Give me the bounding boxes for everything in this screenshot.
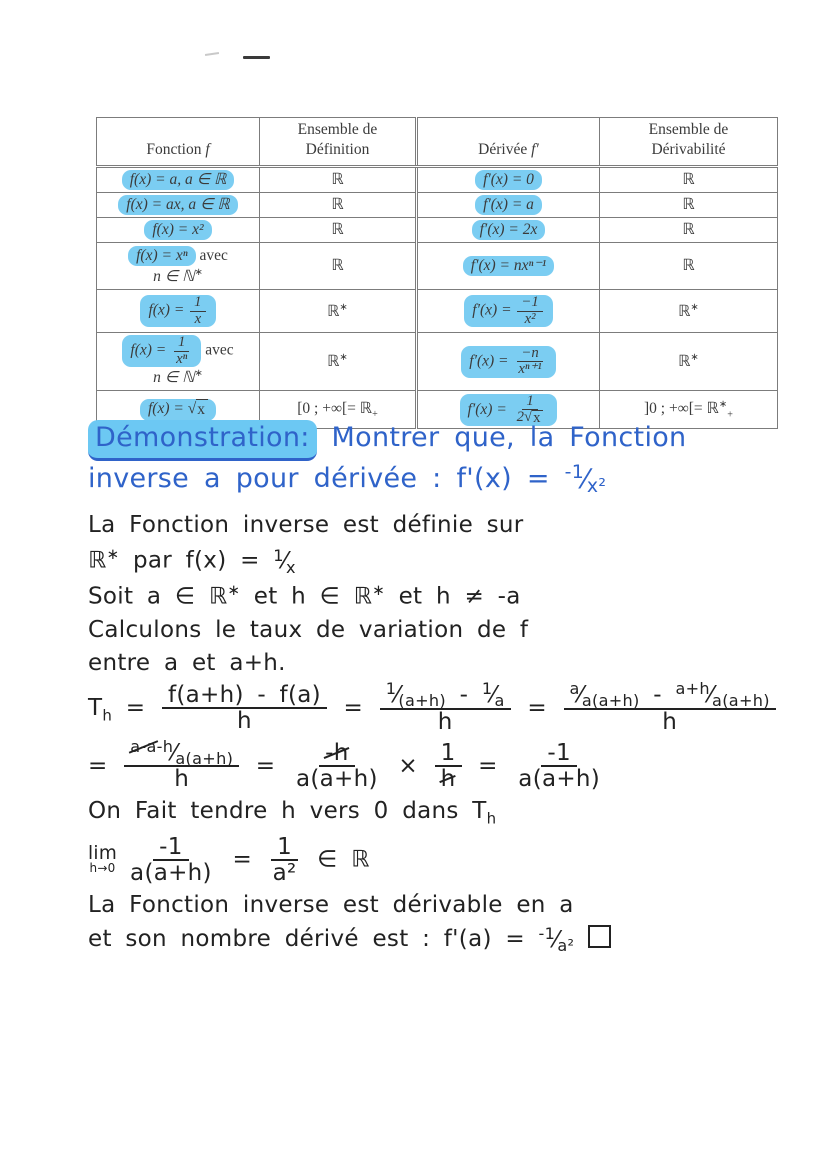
fraction-slash: ⁄	[395, 682, 400, 709]
fraction-numerator	[162, 683, 327, 709]
table-cell	[417, 290, 600, 333]
text-run: -1	[547, 739, 571, 766]
fraction-denominator	[286, 558, 296, 577]
text-run: (a+h)	[398, 691, 446, 711]
text-run: ℝ	[682, 221, 695, 239]
text-run: a	[494, 691, 505, 711]
math-fraction	[124, 736, 239, 793]
text-run: a(a+h)	[175, 748, 234, 768]
note-line	[88, 798, 793, 828]
marker-highlight	[140, 399, 216, 420]
fraction-numerator	[564, 678, 776, 711]
table-cell	[260, 218, 417, 243]
note-line	[88, 736, 793, 793]
text-run: ℝ	[327, 302, 340, 320]
math-text: f(x) =	[148, 400, 188, 418]
stray-pen-mark	[243, 56, 270, 59]
table-row	[97, 290, 778, 333]
math-fraction	[517, 295, 542, 327]
text-run: T	[88, 694, 103, 721]
math-text: 1	[194, 294, 202, 311]
table-cell	[417, 193, 600, 218]
table-cell	[97, 193, 260, 218]
fraction-denominator	[437, 767, 460, 791]
superscript: ∗	[690, 352, 699, 364]
text-run: -1	[538, 924, 556, 944]
handwritten-notes	[88, 420, 793, 960]
text-run: Soit a ∈ ℝ	[88, 583, 228, 610]
superscript: ∗	[194, 266, 203, 278]
text-run: Dérivabilité	[651, 141, 726, 159]
text-run: 1	[481, 678, 493, 698]
superscript: ∗	[339, 301, 348, 313]
text-run: 1	[277, 833, 293, 860]
note-line	[88, 650, 793, 676]
text-run: =	[112, 694, 159, 721]
text-run: =	[329, 694, 377, 721]
text-run: par f(x) =	[119, 547, 274, 574]
note-line	[88, 835, 793, 885]
table-row	[97, 243, 778, 290]
marker-highlight	[128, 246, 195, 266]
note-line	[88, 892, 793, 918]
fraction-denominator	[172, 352, 191, 367]
text-run: -	[639, 681, 676, 708]
math-text: f′(x) =	[467, 400, 511, 418]
math-text: f′(x) =	[469, 352, 513, 370]
math-text: n ∈ ℕ	[153, 369, 195, 387]
math-text: xⁿ	[176, 350, 188, 367]
fraction-denominator	[292, 767, 382, 791]
superscript: ∗	[339, 352, 348, 364]
math-text: f	[205, 141, 210, 159]
math-fraction	[269, 835, 301, 885]
text-run: inverse a pour dérivée : f'(x) =	[88, 463, 565, 495]
fraction-denominator	[514, 767, 604, 791]
text-run: et h ≠ -a	[384, 583, 521, 610]
column-header	[417, 118, 600, 167]
text-run: ℝ	[331, 171, 344, 189]
text-run: h	[236, 708, 252, 735]
table-cell	[97, 243, 260, 290]
fraction-numerator	[539, 924, 556, 943]
marker-highlight	[463, 256, 554, 276]
fraction-numerator	[385, 678, 397, 698]
text-run: Montrer que, la Fonction	[316, 422, 687, 453]
math-text: x	[194, 310, 202, 327]
square-root	[188, 399, 208, 420]
table-cell	[600, 218, 778, 243]
fraction-slash: ⁄	[172, 740, 177, 767]
text-run: h	[437, 708, 453, 735]
table-cell	[97, 290, 260, 333]
fraction-numerator	[174, 335, 189, 351]
header-row	[97, 118, 778, 167]
math-fraction	[514, 741, 604, 791]
fraction-slash: ⁄	[708, 682, 714, 709]
text-run: 1	[385, 678, 397, 698]
math-text: −1	[521, 294, 539, 311]
text-run: -	[446, 681, 482, 708]
table-cell	[97, 167, 260, 193]
text-run: Ensemble de	[648, 121, 729, 138]
text-run: entre a et a+h.	[88, 649, 286, 676]
table-cell	[97, 218, 260, 243]
math-text: f(x) =	[148, 301, 189, 319]
text-run: a	[569, 678, 580, 698]
subscript: h	[102, 706, 113, 725]
crossed-out-text: a-a	[130, 736, 157, 756]
table-cell	[417, 218, 600, 243]
note-line	[88, 924, 793, 956]
fraction-denominator	[170, 767, 193, 791]
fraction-numerator	[380, 678, 511, 711]
text-run: f(a+h) - f(a)	[167, 682, 321, 709]
math-text: f(x) = ax, a ∈ ℝ	[126, 196, 230, 214]
table-cell	[417, 243, 600, 290]
math-text: 1	[526, 392, 534, 409]
math-fraction	[514, 346, 545, 378]
text-run: La Fonction inverse est définie sur	[88, 512, 524, 539]
fraction-denominator	[233, 709, 256, 733]
text-run: ]0 ; +∞[= ℝ	[644, 400, 719, 418]
stray-pen-mark	[205, 52, 219, 56]
table-row	[97, 167, 778, 193]
marker-highlight	[475, 170, 542, 190]
fraction-numerator	[124, 736, 239, 768]
fraction-numerator	[319, 741, 354, 767]
fraction-numerator	[190, 295, 205, 311]
text-run: Ensemble de	[297, 121, 378, 138]
fraction-denominator	[658, 710, 681, 734]
slanted-fraction	[273, 545, 296, 577]
demonstration-heading	[88, 420, 793, 498]
text-run: Définition	[305, 141, 370, 159]
fraction-numerator	[541, 741, 577, 767]
text-run: -1	[159, 833, 183, 860]
slanted-fraction	[538, 924, 575, 956]
fraction-numerator	[517, 346, 542, 362]
slanted-fraction	[130, 736, 234, 768]
fraction-numerator	[273, 546, 284, 565]
fraction-slash: ⁄	[554, 926, 559, 953]
text-run: a(a+h)	[295, 766, 378, 793]
math-fraction	[564, 678, 776, 735]
table-cell	[600, 167, 778, 193]
fraction-denominator	[434, 710, 457, 734]
fraction-denominator	[557, 936, 574, 955]
table-cell	[260, 243, 417, 290]
text-run: On Fait tendre h vers 0 dans T	[88, 798, 487, 825]
note-line	[88, 581, 793, 610]
math-fraction	[172, 335, 191, 367]
math-fraction	[162, 683, 327, 733]
marker-highlight	[140, 295, 215, 327]
math-fraction	[292, 741, 382, 791]
text-run: ∈ ℝ	[303, 846, 370, 873]
math-text: 2	[516, 408, 525, 425]
text-run: h	[662, 708, 678, 735]
text-run: avec	[201, 341, 234, 359]
marker-highlight	[122, 170, 235, 190]
text-run: x²	[586, 475, 607, 498]
text-run: Fonction	[146, 141, 206, 159]
fraction-numerator	[481, 678, 493, 698]
table-cell	[600, 193, 778, 218]
superscript: ∗	[194, 368, 203, 380]
slanted-fraction	[569, 678, 640, 711]
table-cell	[600, 290, 778, 333]
text-run: =	[464, 752, 512, 779]
table-header	[97, 118, 778, 167]
math-fraction	[435, 741, 462, 791]
note-line	[88, 545, 793, 577]
math-fraction	[380, 678, 511, 735]
math-fraction	[190, 295, 205, 327]
fraction-denominator	[269, 861, 301, 885]
marker-highlight	[472, 220, 546, 240]
text-run: a(a+h)	[581, 691, 640, 711]
text-run: ℝ	[327, 353, 340, 371]
text-run: ℝ	[682, 196, 695, 214]
fraction-denominator	[521, 312, 540, 327]
note-line	[88, 512, 793, 538]
table-row	[97, 193, 778, 218]
text-run: Calculons le taux de variation de f	[88, 616, 529, 643]
math-text: −n	[521, 344, 539, 361]
fraction-numerator	[130, 736, 174, 756]
table-cell	[417, 167, 600, 193]
text-run: =	[218, 846, 266, 873]
math-text: f(x) = xⁿ	[136, 246, 188, 264]
table-body	[97, 167, 778, 429]
marker-highlight	[461, 346, 555, 378]
superscript: ∗	[690, 301, 699, 313]
text-run: ℝ	[88, 547, 107, 574]
text-run: a(a+h)	[130, 860, 212, 887]
limit-word: lim	[88, 842, 118, 864]
heading-line	[88, 461, 793, 498]
fraction-numerator	[517, 295, 542, 311]
math-text: f(x) = a, a ∈ ℝ	[129, 171, 227, 189]
text-run: -1	[564, 461, 585, 483]
note-line	[88, 678, 793, 735]
math-text: f(x) =	[130, 341, 171, 359]
fraction-denominator	[126, 861, 216, 885]
column-header	[600, 118, 778, 167]
text-run: ×	[384, 752, 432, 779]
subscript: +	[727, 409, 733, 421]
fraction-numerator	[522, 394, 537, 410]
superscript: ∗	[106, 545, 120, 564]
fraction-denominator	[495, 693, 505, 710]
fraction-denominator	[582, 693, 640, 710]
fraction-slash: ⁄	[282, 548, 287, 575]
table-cell	[600, 333, 778, 391]
heading-line	[88, 420, 793, 461]
text-run: a+h	[675, 678, 710, 698]
text-run: ℝ	[331, 257, 344, 275]
marker-highlight	[122, 335, 201, 367]
table-cell	[260, 290, 417, 333]
text-run: [0 ; +∞[= ℝ	[297, 399, 373, 417]
fraction-denominator	[398, 693, 446, 710]
math-text: f′	[531, 141, 539, 159]
table-row	[97, 333, 778, 391]
text-run: ℝ	[682, 171, 695, 189]
fraction-denominator	[514, 362, 545, 377]
text-run: a(a+h)	[712, 691, 770, 711]
text-run: =	[513, 694, 561, 721]
text-run: =	[88, 752, 122, 779]
math-text: n ∈ ℕ	[153, 267, 195, 285]
text-run: La Fonction inverse est dérivable en a	[88, 892, 574, 919]
math-text: f′(x) = nxⁿ⁻¹	[470, 257, 547, 275]
text-run: x	[285, 557, 296, 577]
text-run: a²	[272, 860, 297, 887]
text-run: h	[174, 766, 190, 793]
text-run: 1	[273, 545, 284, 565]
text-run: ℝ	[331, 196, 344, 214]
limit-variable: h→0	[89, 861, 116, 876]
fraction-numerator	[435, 741, 462, 767]
fraction-numerator	[569, 678, 580, 698]
math-text: f′(x) = a	[483, 196, 534, 214]
superscript: ∗	[718, 399, 728, 411]
table-cell	[260, 333, 417, 391]
note-line	[88, 617, 793, 643]
fraction-slash: ⁄	[578, 682, 583, 709]
fraction-slash: ⁄	[583, 463, 588, 495]
text-run: =	[242, 752, 289, 779]
text-run: ℝ	[678, 302, 691, 320]
table-cell	[97, 333, 260, 391]
radicand: x	[196, 399, 208, 420]
fraction-denominator	[712, 693, 770, 710]
slanted-fraction	[385, 678, 446, 711]
fraction-numerator	[153, 835, 189, 861]
derivatives-table	[96, 117, 778, 429]
text-run: et son nombre dérivé est : f'(a) =	[88, 926, 539, 953]
fraction-slash: ⁄	[491, 682, 496, 709]
slanted-fraction	[481, 678, 505, 711]
crossed-out-text: h	[440, 766, 456, 793]
crossed-out-text: -h	[325, 739, 349, 766]
math-text: f(x) = x²	[152, 221, 204, 239]
table-row	[97, 218, 778, 243]
table-cell	[260, 193, 417, 218]
fraction-denominator	[175, 748, 234, 768]
qed-square	[588, 925, 611, 948]
text-run: a(a+h)	[518, 766, 601, 793]
table-cell	[417, 333, 600, 391]
text-run: ℝ	[682, 257, 695, 275]
text-run: et h ∈ ℝ	[240, 583, 373, 610]
fraction-denominator	[587, 474, 606, 500]
superscript: ∗	[227, 581, 241, 600]
radical-sign: √	[524, 408, 533, 425]
fraction-denominator	[191, 312, 206, 327]
highlighted-underlined-text: Démonstration:	[88, 420, 317, 461]
table-cell	[260, 167, 417, 193]
text-run: ℝ	[678, 353, 691, 371]
math-text: f′(x) = 2x	[479, 221, 538, 239]
math-text: xⁿ⁺¹	[518, 361, 542, 378]
marker-highlight	[144, 220, 211, 240]
marker-highlight	[118, 195, 237, 215]
math-text: x²	[524, 310, 536, 327]
text-run: a²	[557, 936, 575, 956]
radical-sign: √	[187, 400, 197, 418]
text-run: -h	[156, 736, 174, 756]
table-cell	[600, 243, 778, 290]
slanted-fraction	[675, 678, 770, 711]
superscript: ∗	[372, 581, 385, 600]
math-text: f′(x) =	[472, 301, 516, 319]
column-header	[97, 118, 260, 167]
subscript: h	[486, 809, 497, 828]
radicand: x	[532, 410, 543, 426]
text-run: ℝ	[331, 221, 344, 239]
fraction-numerator	[675, 678, 710, 698]
fraction-numerator	[271, 835, 298, 861]
math-text: 1	[178, 334, 186, 351]
text-run: avec	[195, 246, 228, 264]
fraction-numerator	[565, 460, 584, 486]
math-text: f′(x) = 0	[483, 171, 534, 189]
slanted-fraction	[565, 462, 607, 498]
notes-body	[88, 512, 793, 956]
limit-notation	[88, 842, 118, 876]
column-header	[260, 118, 417, 167]
marker-highlight	[475, 195, 542, 215]
text-run: Dérivée	[478, 141, 532, 159]
marker-highlight	[464, 295, 552, 327]
subscript: +	[372, 408, 378, 420]
math-fraction	[126, 835, 216, 885]
text-run: 1	[440, 739, 456, 766]
